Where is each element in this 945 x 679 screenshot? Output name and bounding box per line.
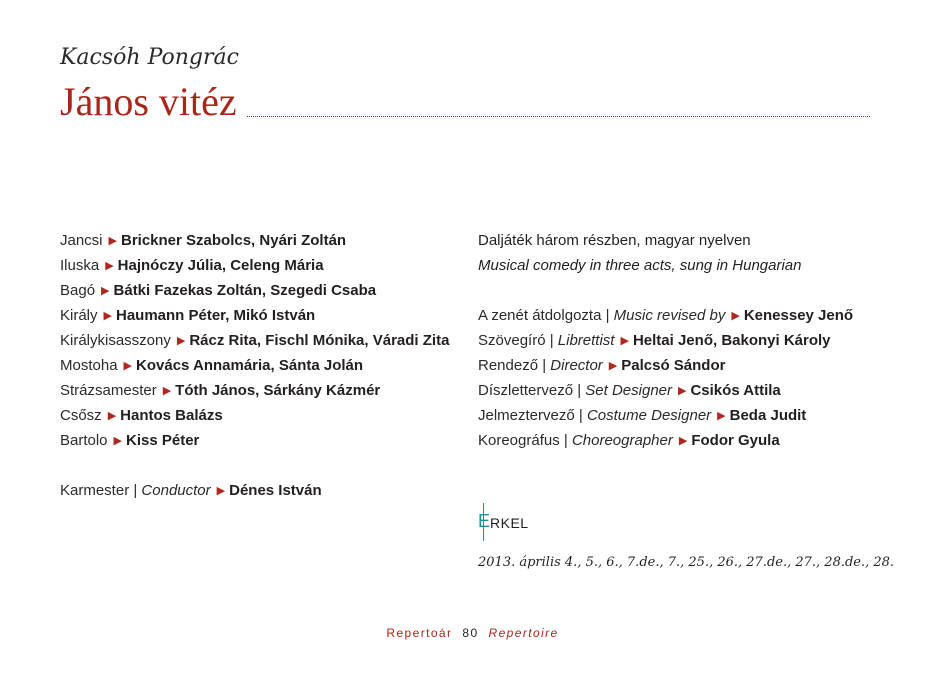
role-label: Koreográfus | xyxy=(478,432,568,449)
arrow-icon: ▶ xyxy=(176,335,186,347)
title-row xyxy=(60,80,870,124)
credit-row xyxy=(478,303,853,328)
footer-section-hu: Repertoár xyxy=(386,626,453,640)
page-footer xyxy=(0,626,945,640)
credit-row xyxy=(478,428,853,453)
role-label: Rendező | xyxy=(478,357,547,374)
credit-row xyxy=(478,378,853,403)
role-label: Jelmeztervező | xyxy=(478,407,583,424)
cast-list xyxy=(60,228,449,503)
cast-names: Kovács Annamária, Sánta Jolán xyxy=(136,357,364,374)
role-label-en: Choreographer xyxy=(571,432,673,449)
role-label: Királykisasszony xyxy=(60,332,171,349)
role-label: Jancsi xyxy=(60,232,103,249)
credit-row xyxy=(478,328,853,353)
cast-names: Hantos Balázs xyxy=(120,407,223,424)
spacer xyxy=(60,453,449,478)
arrow-icon: ▶ xyxy=(717,410,726,422)
cast-names: Tóth János, Sárkány Kázmér xyxy=(175,382,381,399)
role-label: Király xyxy=(60,307,98,324)
role-label-en: Costume Designer xyxy=(586,407,712,424)
cast-names: Bátki Fazekas Zoltán, Szegedi Csaba xyxy=(113,282,377,299)
credit-row xyxy=(478,353,853,378)
performance-dates: 2013. április 4., 5., 6., 7.de., 7., 25., 26., 27.de., 27., 28.de., 28. xyxy=(478,555,895,570)
cast-row xyxy=(60,328,449,353)
arrow-icon: ▶ xyxy=(678,385,687,397)
spacer xyxy=(478,278,853,303)
role-label: Iluska xyxy=(60,257,100,274)
role-label-en: Music revised by xyxy=(613,307,726,324)
arrow-icon: ▶ xyxy=(113,435,122,447)
composer-name: Kacsóh Pongrác xyxy=(60,45,239,70)
page-number: 80 xyxy=(462,626,479,640)
cast-row xyxy=(60,228,449,253)
role-label: Díszlettervező | xyxy=(478,382,582,399)
cast-row xyxy=(60,378,449,403)
role-label: Csősz xyxy=(60,407,102,424)
credit-names: Fodor Gyula xyxy=(691,432,780,449)
credit-row xyxy=(478,403,853,428)
footer-section-en: Repertoire xyxy=(488,626,559,640)
title-dotted-rule xyxy=(247,116,870,117)
cast-names: Hajnóczy Júlia, Celeng Mária xyxy=(117,257,324,274)
cast-names: Haumann Péter, Mikó István xyxy=(115,307,316,324)
role-label: Bagó xyxy=(60,282,96,299)
role-label-en: Conductor xyxy=(141,482,211,499)
production-info xyxy=(478,228,853,453)
cast-names: Kiss Péter xyxy=(126,432,200,449)
erkel-logo xyxy=(478,503,538,543)
conductor-row xyxy=(60,478,449,503)
arrow-icon: ▶ xyxy=(162,385,172,397)
arrow-icon: ▶ xyxy=(101,285,110,297)
cast-names: Brickner Szabolcs, Nyári Zoltán xyxy=(121,232,347,249)
cast-row xyxy=(60,353,449,378)
role-label: Karmester | xyxy=(60,482,138,499)
credit-names: Heltai Jenő, Bakonyi Károly xyxy=(632,332,831,349)
role-label-en: Librettist xyxy=(557,332,615,349)
arrow-icon: ▶ xyxy=(108,235,117,247)
production-title: János vitéz xyxy=(60,79,237,124)
arrow-icon: ▶ xyxy=(123,360,133,372)
conductor-name: Dénes István xyxy=(229,482,322,499)
cast-row xyxy=(60,303,449,328)
role-label: Strázsamester xyxy=(60,382,157,399)
logo-mark: E xyxy=(478,511,491,531)
credit-names: Palcsó Sándor xyxy=(621,357,726,374)
role-label: Mostoha xyxy=(60,357,118,374)
arrow-icon: ▶ xyxy=(103,310,112,322)
arrow-icon: ▶ xyxy=(107,410,117,422)
cast-row xyxy=(60,278,449,303)
arrow-icon: ▶ xyxy=(678,435,688,447)
arrow-icon: ▶ xyxy=(608,360,618,372)
role-label-en: Set Designer xyxy=(585,382,672,399)
role-label: Szövegíró | xyxy=(478,332,554,349)
role-label: Bartolo xyxy=(60,432,108,449)
arrow-icon: ▶ xyxy=(620,335,629,347)
logo-text: RKEL xyxy=(490,515,529,531)
arrow-icon: ▶ xyxy=(731,310,740,322)
arrow-icon: ▶ xyxy=(105,260,114,272)
cast-row xyxy=(60,428,449,453)
credit-names: Beda Judit xyxy=(729,407,807,424)
role-label: A zenét átdolgozta | xyxy=(478,307,610,324)
credit-names: Kenessey Jenő xyxy=(743,307,854,324)
cast-names: Rácz Rita, Fischl Mónika, Váradi Zita xyxy=(189,332,450,349)
description-hu: Daljáték három részben, magyar nyelven xyxy=(478,232,751,249)
description-en: Musical comedy in three acts, sung in Hungarian xyxy=(478,257,802,274)
cast-row xyxy=(60,253,449,278)
cast-row xyxy=(60,403,449,428)
credit-names: Csikós Attila xyxy=(690,382,781,399)
arrow-icon: ▶ xyxy=(216,485,226,497)
role-label-en: Director xyxy=(550,357,603,374)
